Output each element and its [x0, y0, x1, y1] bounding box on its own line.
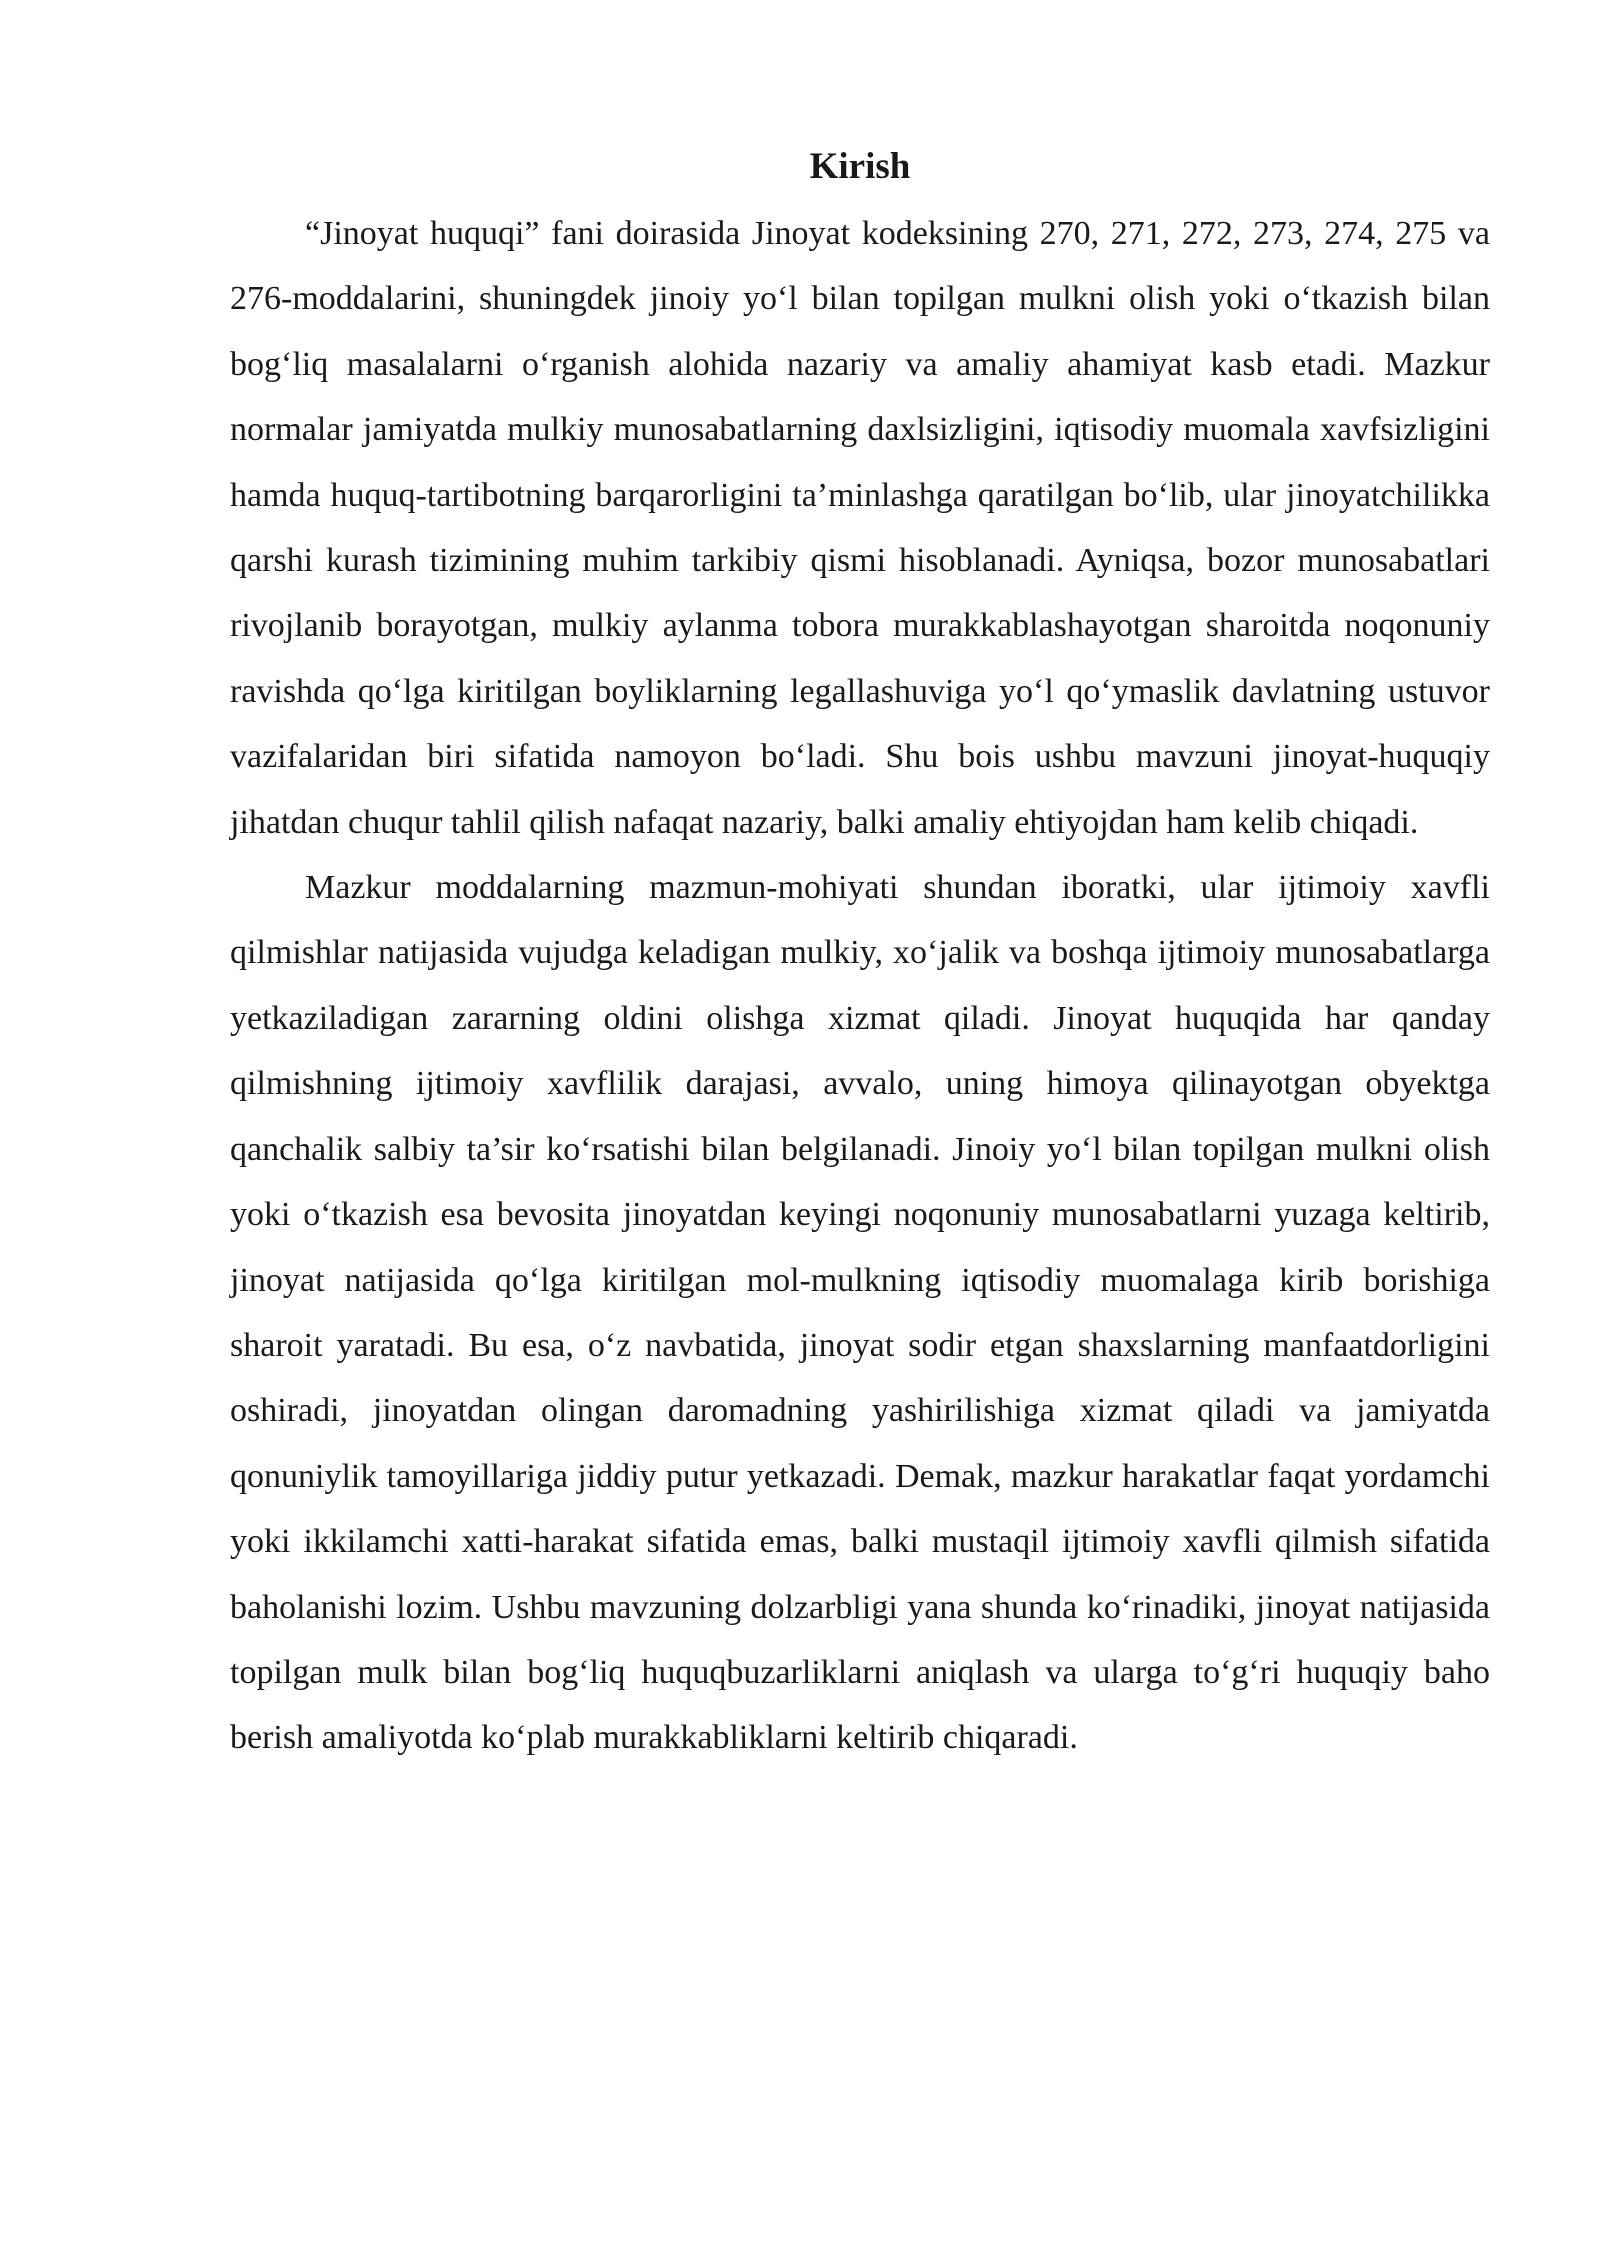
document-body — [230, 148, 1490, 1771]
section-title: Kirish — [809, 146, 911, 187]
paragraph-2: Mazkur moddalarning mazmun-mohiyati shundan iboratki, ular ijtimoiy xavfli qilmishlar natijasida vujudga keladigan mulkiy, xo‘jalik va boshqa ijtimoiy munosabatlarga yetkaziladigan zararning oldini olishga xizmat qiladi. Jinoyat huquqida har qanday qilmishning ijtimoiy xavflilik darajasi, avvalo, uning himoya qilinayotgan obyektga qanchalik salbiy ta’sir ko‘rsatishi bilan belgilanadi. Jinoiy yo‘l bilan topilgan mulkni olish yoki o‘tkazish esa bevosita jinoyatdan keyingi noqonuniy munosabatlarni yuzaga keltirib, jinoyat natijasida qo‘lga kiritilgan mol-mulkning iqtisodiy muomalaga kirib borishiga sharoit yaratadi. Bu esa, o‘z navbatida, jinoyat sodir etgan shaxslarning manfaatdorligini oshiradi, jinoyatdan olingan daromadning yashirilishiga xizmat qiladi va jamiyatda qonuniylik tamoyillariga jiddiy putur yetkazadi. Demak, mazkur harakatlar faqat yordamchi yoki ikkilamchi xatti-harakat sifatida emas, balki mustaqil ijtimoiy xavfli qilmish sifatida baholanishi lozim. Ushbu mavzuning dolzarbligi yana shunda ko‘rinadiki, jinoyat natijasida topilgan mulk bilan bog‘liq huquqbuzarliklarni aniqlash va ularga to‘g‘ri huquqiy baho berish amaliyotda ko‘plab murakkabliklarni keltirib chiqaradi. — [230, 869, 1490, 1757]
paragraph-1: “Jinoyat huquqi” fani doirasida Jinoyat kodeksining 270, 271, 272, 273, 274, 275 va 276-moddalarini, shuningdek jinoiy yo‘l bilan topilgan mulkni olish yoki o‘tkazish bilan bog‘liq masalalarni o‘rganish alohida nazariy va amaliy ahamiyat kasb etadi. Mazkur normalar jamiyatda mulkiy munosabatlarning daxlsizligini, iqtisodiy muomala xavfsizligini hamda huquq-tartibotning barqarorligini ta’minlashga qaratilgan bo‘lib, ular jinoyatchilikka qarshi kurash tizimining muhim tarkibiy qismi hisoblanadi. Ayniqsa, bozor munosabatlari rivojlanib borayotgan, mulkiy aylanma tobora murakkablashayotgan sharoitda noqonuniy ravishda qo‘lga kiritilgan boyliklarning legallashuviga yo‘l qo‘ymaslik davlatning ustuvor vazifalaridan biri sifatida namoyon bo‘ladi. Shu bois ushbu mavzuni jinoyat-huquqiy jihatdan chuqur tahlil qilish nafaqat nazariy, balki amaliy ehtiyojdan ham kelib chiqadi. — [230, 215, 1490, 841]
